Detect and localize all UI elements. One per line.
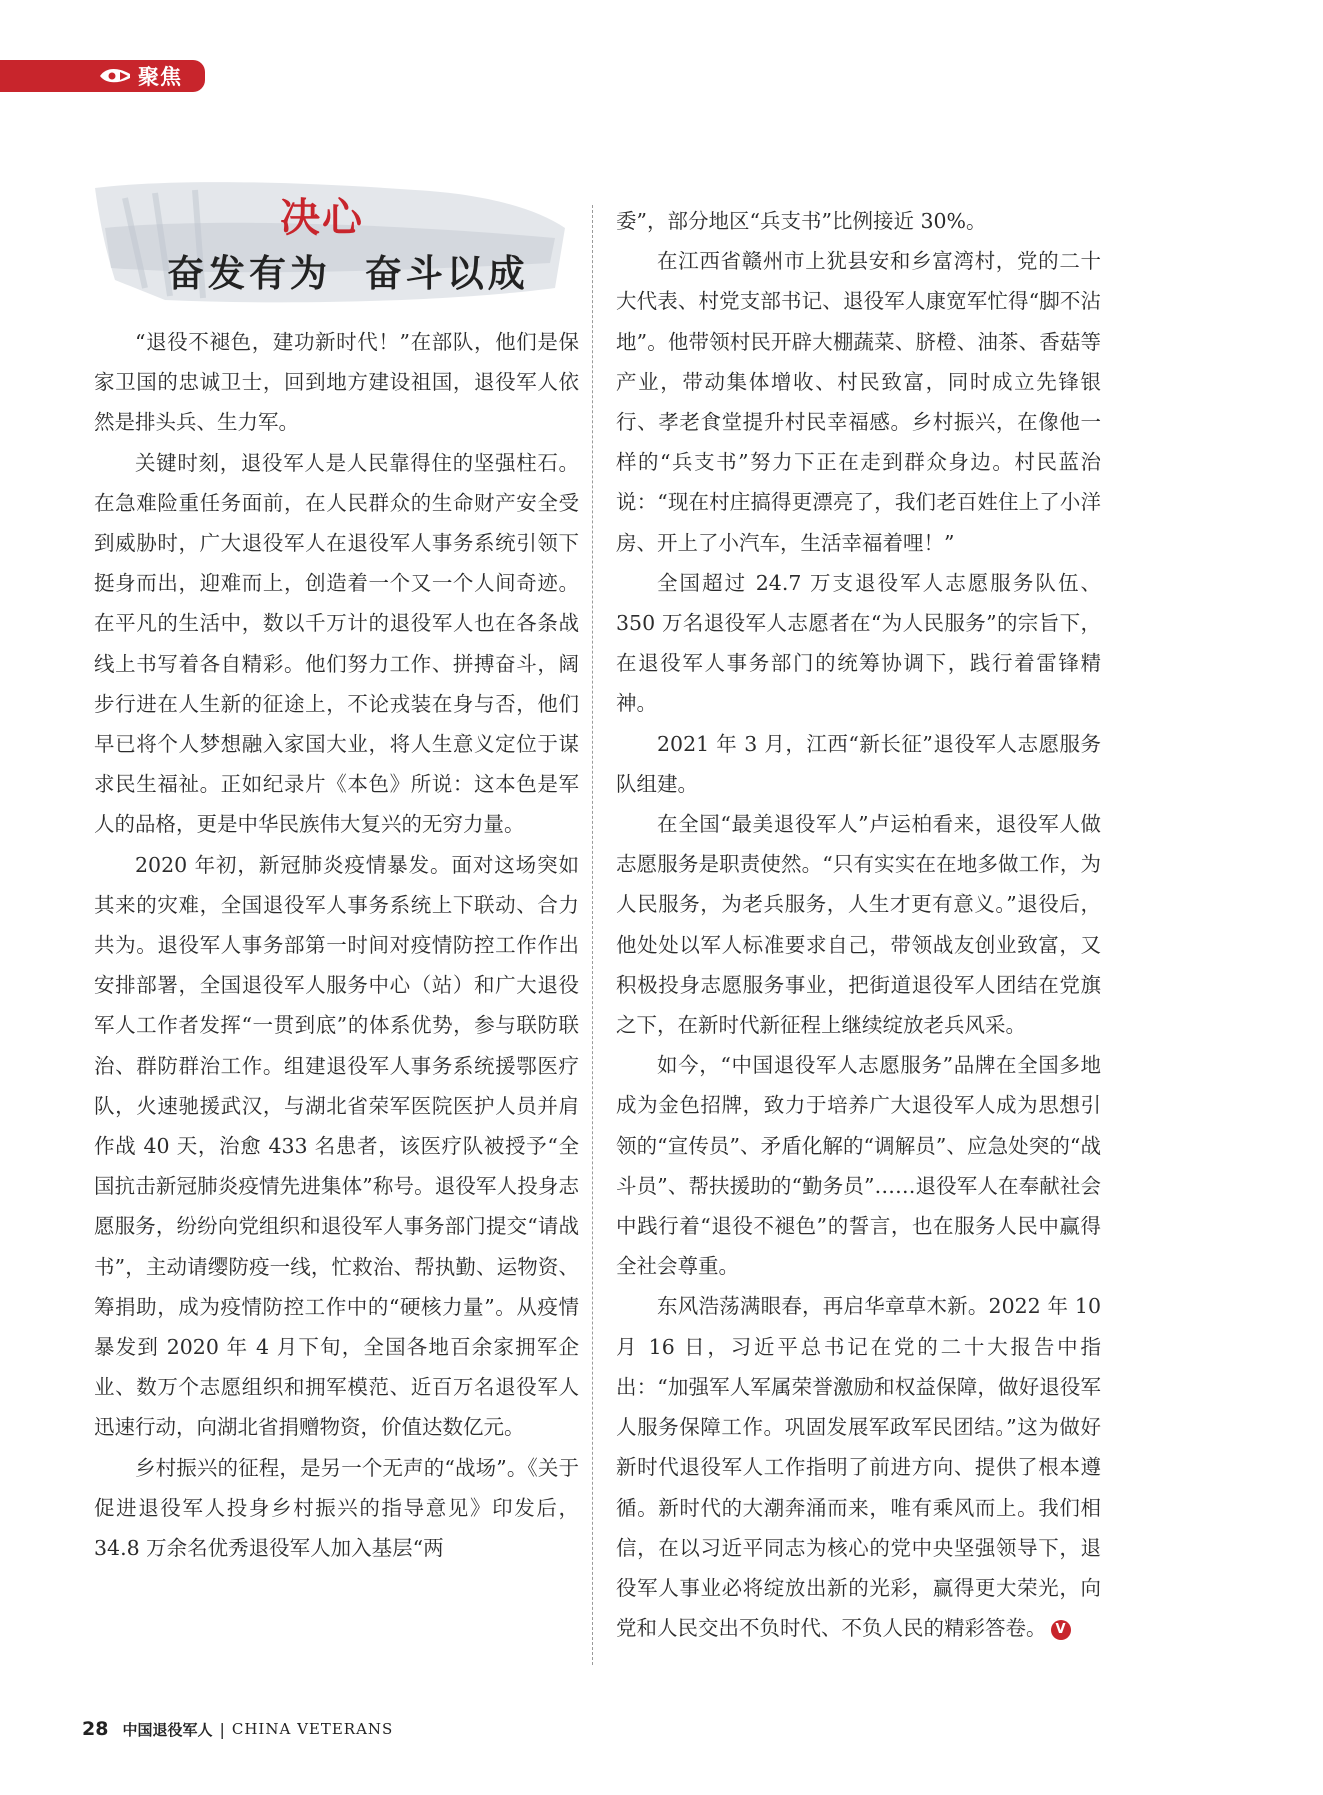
- paragraph: 关键时刻，退役军人是人民靠得住的坚强柱石。在急难险重任务面前，在人民群众的生命财产安全受到威胁时，广大退役军人在退役军人事务系统引领下挺身而出，迎难而上，创造着一个又一个人间奇迹。在平凡的生活中，数以千万计的退役军人也在各条战线上书写着各自精彩。他们努力工作、拼搏奋斗，阔步行进在人生新的征途上，不论戎装在身与否，他们早已将个人梦想融入家国大业，将人生意义定位于谋求民生福祉。正如纪录片《本色》所说：这本色是军人的品格，更是中华民族伟大复兴的无穷力量。: [94, 450, 579, 837]
- left-column: [94, 322, 579, 1568]
- article-heading: [85, 168, 585, 323]
- paragraph: 乡村振兴的征程，是另一个无声的“战场”。《关于促进退役军人投身乡村振兴的指导意见》印发后，34.8 万余名优秀退役军人加入基层“两: [94, 1455, 579, 1561]
- paragraph: 2020 年初，新冠肺炎疫情暴发。面对这场突如其来的灾难，全国退役军人事务系统上下联动、合力共为。退役军人事务部第一时间对疫情防控工作作出安排部署，全国退役军人服务中心（站）和广大退役军人工作者发挥“一贯到底”的体系优势，参与联防联治、群防群治工作。组建退役军人事务系统援鄂医疗队，火速驰援武汉，与湖北省荣军医院医护人员并肩作战 40 天，治愈 433 名患者，该医疗队被授予“全国抗击新冠肺炎疫情先进集体”称号。退役军人投身志愿服务，纷纷向党组织和退役军人事务部门提交“请战书”，主动请缨防疫一线，忙救治、帮执勤、运物资、筹捐助，成为疫情防控工作中的“硬核力量”。从疫情暴发到 2020 年 4 月下旬，全国各地百余家拥军企业、数万个志愿组织和拥军模范、近百万名退役军人迅速行动，向湖北省捐赠物资，价值达数亿元。: [94, 852, 579, 1440]
- heading-kicker: 决心: [280, 194, 364, 241]
- paragraph: 2021 年 3 月，江西“新长征”退役军人志愿服务队组建。: [616, 731, 1101, 796]
- paragraph-text: 东风浩荡满眼春，再启华章草木新。2022 年 10 月 16 日，习近平总书记在党的二十大报告中指出：“加强军人军属荣誉激励和权益保障，做好退役军人服务保障工作。巩固发展军政军民团结。”这为做好新时代退役军人工作指明了前进方向、提供了根本遵循。新时代的大潮奔涌而来，唯有乘风而上。我们相信，在以习近平同志为核心的党中央坚强领导下，退役军人事业必将绽放出新的光彩，赢得更大荣光，向党和人民交出不负时代、不负人民的精彩答卷。: [616, 1294, 1101, 1641]
- paragraph-continuation: 委”，部分地区“兵支书”比例接近 30%。: [616, 209, 987, 233]
- section-tag-label: 聚焦: [138, 65, 182, 89]
- magazine-name: 中国退役军人: [122, 1720, 213, 1739]
- end-mark-icon: V: [1051, 1620, 1071, 1640]
- paragraph: 全国超过 24.7 万支退役军人志愿服务队伍、350 万名退役军人志愿者在“为人民服务”的宗旨下，在退役军人事务部门的统筹协调下，践行着雷锋精神。: [616, 570, 1101, 716]
- magazine-name-en: CHINA VETERANS: [231, 1720, 394, 1738]
- heading-headline: 奋发有为 奋斗以成: [167, 251, 529, 295]
- page-number: 28: [82, 1718, 109, 1740]
- paragraph: 在江西省赣州市上犹县安和乡富湾村，党的二十大代表、村党支部书记、退役军人康宽军忙得“脚不沾地”。他带领村民开辟大棚蔬菜、脐橙、油茶、香菇等产业，带动集体增收、村民致富，同时成立先锋银行、孝老食堂提升村民幸福感。乡村振兴，在像他一样的“兵支书”努力下正在走到群众身边。村民蓝治说：“现在村庄搞得更漂亮了，我们老百姓住上了小洋房、开上了小汽车，生活幸福着哩！”: [616, 249, 1101, 555]
- section-tag: [0, 60, 205, 92]
- footer-separator: |: [219, 1719, 225, 1739]
- paragraph: 如今，“中国退役军人志愿服务”品牌在全国多地成为金色招牌，致力于培养广大退役军人成为思想引领的“宣传员”、矛盾化解的“调解员”、应急处突的“战斗员”、帮扶援助的“勤务员”……退役军人在奉献社会中践行着“退役不褪色”的誓言，也在服务人民中赢得全社会尊重。: [616, 1053, 1101, 1279]
- page-footer: [82, 1718, 393, 1740]
- magazine-logo-icon: [98, 64, 132, 88]
- right-column: [616, 201, 1101, 1648]
- column-divider: [592, 205, 593, 1665]
- paragraph: “退役不褪色，建功新时代！”在部队，他们是保家卫国的忠诚卫士，回到地方建设祖国，退役军人依然是排头兵、生力军。: [94, 330, 579, 435]
- last-paragraph: [616, 1286, 1101, 1648]
- paragraph: 在全国“最美退役军人”卢运柏看来，退役军人做志愿服务是职责使然。“只有实实在在地多做工作，为人民服务，为老兵服务，人生才更有意义。”退役后，他处处以军人标准要求自己，带领战友创业致富，又积极投身志愿服务事业，把街道退役军人团结在党旗之下，在新时代新征程上继续绽放老兵风采。: [616, 812, 1101, 1038]
